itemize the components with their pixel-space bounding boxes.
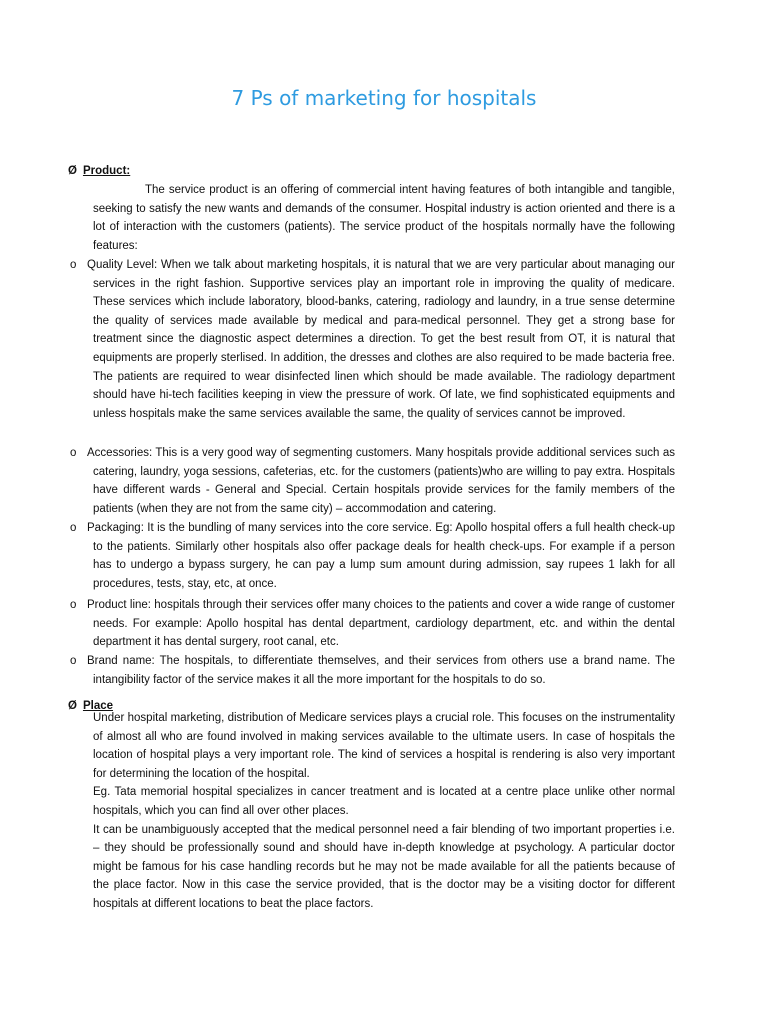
bullet-accessories: Accessories: This is a very good way of segmenting customers. Many hospitals provide additional services such as catering, laundry, yoga sessions, cafeterias, etc. for the customers (patients)who are willing to pay extra. Hospitals have different wards - General and Special. Certain hospitals provide services for the family members of the patients (when they are not from the same city) – accommodation and catering. (87, 447, 675, 515)
arrow-bullet-icon: Ø (68, 700, 77, 712)
bullet-packaging: Packaging: It is the bundling of many services into the core service. Eg: Apollo hospital offers a full health check-up to the patients. Similarly other hospitals also offer package deals for health check-ups. For example if a person has to undergo a bypass surgery, he can pay a lump sum amount during admission, say rupees 1 lakh for all procedures, tests, stay, etc, at once. (87, 522, 675, 590)
place-paragraph: Eg. Tata memorial hospital specializes in cancer treatment and is located at a centre place unlike other normal hospitals, which you can find all over other places. (93, 786, 675, 817)
place-paragraph: Under hospital marketing, distribution of Medicare services plays a crucial role. This focuses on the instrumentality of almost all who are found involved in making services available to the ultimate users. In case of hospitals the location of hospital plays a very important role. The kind of services a hospital is rendering is also very important for determining the location of the hospital. (93, 712, 675, 780)
product-heading (68, 164, 130, 178)
place-heading-text: Place (82, 700, 114, 712)
page-title: 7 Ps of marketing for hospitals (231, 86, 537, 110)
bullet-icon: o (70, 259, 77, 271)
product-intro-text: The service product is an offering of commercial intent having features of both intangible and tangible, seeking to satisfy the new wants and demands of the consumer. Hospital industry is action oriented and there is a lot of interaction with the customers (patients). The service product of the hospitals normally have the following features: (93, 184, 675, 252)
place-body (93, 709, 675, 914)
bullet-icon: o (70, 447, 77, 459)
bullet-product-line: Product line: hospitals through their services offer many choices to the patients and cover a wide range of customer needs. For example: Apollo hospital has dental department, cardiology department, etc. and within the dental department it has dental surgery, root canal, etc. (87, 599, 675, 649)
bullet-icon: o (70, 599, 77, 611)
bullet-icon: o (70, 655, 77, 667)
bullet-icon: o (70, 522, 77, 534)
product-heading-text: Product: (82, 165, 131, 177)
arrow-bullet-icon: Ø (68, 165, 77, 177)
bullet-brand-name: Brand name: The hospitals, to differentiate themselves, and their services from others use a brand name. The intangibility factor of the service makes it all the more important for the hospitals to do so. (87, 655, 675, 686)
place-paragraph: It can be unambiguously accepted that the medical personnel need a fair blending of two important properties i.e. – they should be professionally sound and should have in-depth knowledge at psychology. A particular doctor might be famous for his case handling records but he may not be made available for all the patients because of the place factor. Now in this case the service provided, that is the doctor may be a visiting doctor for different hospitals at different locations to beat the place factors. (93, 823, 675, 910)
bullet-quality-level: Quality Level: When we talk about marketing hospitals, it is natural that we are very particular about managing our services in the right fashion. Supportive services play an important role in improving the quality of medicare. These services which include laboratory, blood-banks, catering, radiology and laundry, in a true sense determine the quality of services made available by medical and para-medical personnel. They get a strong base for treatment since the diagnostic aspect determines a direction. To get the best result from OT, it is natural that equipments are properly sterlised. In addition, the dresses and clothes are also required to be made bacteria free. The patients are required to wear disinfected linen which should be made available. The radiology department should have hi-tech facilities keeping in view the pressure of work. Of late, we find sophisticated equipments and unless hospitals make the same services available the same, the quality of services cannot be improved. (87, 259, 675, 420)
product-intro (93, 181, 675, 255)
